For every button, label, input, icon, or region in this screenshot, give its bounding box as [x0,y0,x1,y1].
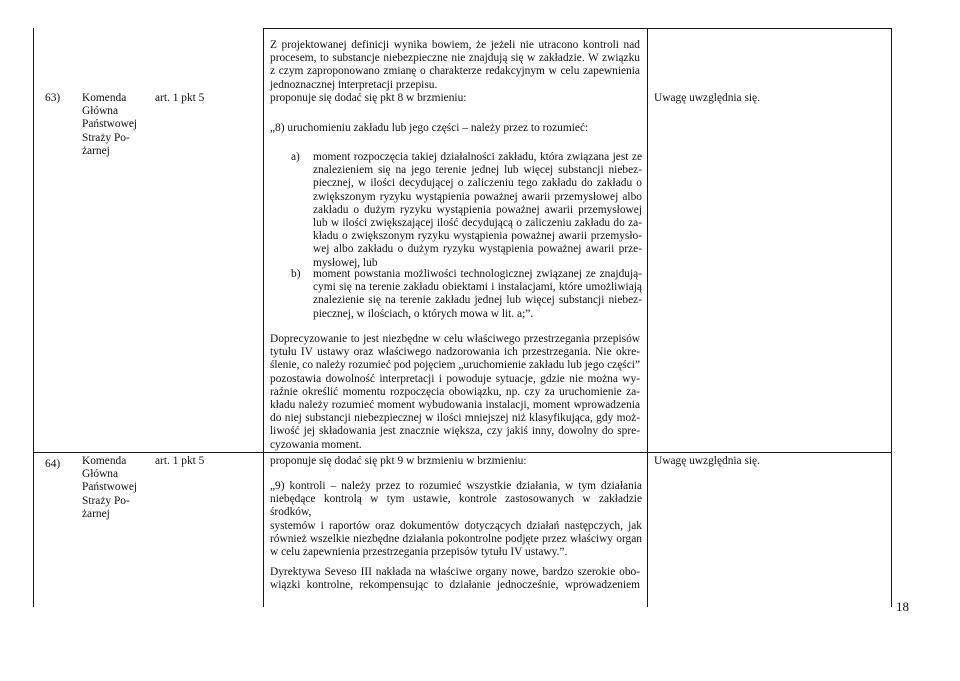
column-divider-2 [647,28,648,607]
definition-text: „9) kontroli – należy przez to rozumieć wszystkie działania, w tym działania niebędące kontrolą w tym ustawie, kontrole zastosowanych w zakładzie środków, systemów i raportów oraz dokumentów dotyczących działań następczych, jak również wszelkie niezbędne działania pokontrolne podjęte przez właściwy organ w celu zapewnienia przestrzegania przepisów tytułu IV ustawy.”. [270,480,642,559]
justification-text: Doprecyzowanie to jest niezbędne w celu właściwego przestrzegania przepisów tytułu IV ustawy oraz właściwego nadzorowania ich przestrzegania. Nie okre- ślenie, co należy rozumieć pod pojęciem „uruchomienie zakładu lub jego części” pozostawia dowolność interpretacji i powoduje sytuacje, gdzie nie można wy- raźnie określić momentu rozpoczęcia obowiązku, np. czy za uruchomienie za- kładu należy rozumieć moment wybudowania instalacji, moment wprowadzenia do niej substancji niebezpiecznej w ilości mniejszej niż klasyfikująca, gdy moż- liwość jej składowania jest znacznie większa, czy jakiś inny, dowolny do spre- cyzowania moment. [270,333,640,451]
proposal-text: proponuje się dodać się pkt 9 w brzmieniu w brzmieniu: [270,455,527,467]
page-number: 18 [896,599,909,614]
definition-text: „8) uruchomieniu zakładu lub jego części – należy przez to rozumieć: [270,122,589,134]
row-divider [33,452,892,453]
item-a-text: moment rozpoczęcia takiej działalności zakładu, która związana jest ze znalezieniem się na jego terenie jednej lub więcej substancji niebez- piecznej, w ilości decydującej o zaliczeniu tego zakładu do zakładu o zwiększonym ryzyku wystąpienia poważnej awarii przemysłowej albo zakładu o dużym ryzyku wystąpienia poważnej awarii przemysłowej lub w ilości zwiększającej ilość decydującą o zaliczeniu zakładu do za- kładu o zwiększonym ryzyku wystąpienia poważnej awarii przemysło- wej albo zakładu o dużym ryzyku wystąpienia poważnej awarii prze- mysłowej, lub [313,151,642,269]
item-b-text: moment powstania możliwości technologicznej związanej ze znajdują- cymi się na terenie zakładu obiektami i instalacjami, które umożliwiają znalezienie się na terenie zakładu jednej lub więcej substancji niebez- piecznej, w ilościach, o których mowa w lit. a;”. [313,268,642,320]
article-reference: art. 1 pkt 5 [155,92,205,104]
row-number: 63) [45,92,61,104]
intro-text: Z projektowanej definicji wynika bowiem, że jeżeli nie utracono kontroli nad procesem, to substancje niebezpieczne nie znajdują się w zakładzie. W związku z czym zaproponowano zmianę o charakterze redakcyjnym w celu zapewnienia jednoznacznej interpretacji przepisu. [270,39,640,91]
justification-text: Dyrektywa Seveso III nakłada na właściwe organy nowe, bardzo szerokie obo- wiązki kontrolne, rekompensując to działanie jednocześnie, wprowadzeniem [270,566,640,592]
institution-name: Komenda Główna Państwowej Straży Po- żarnej [82,455,138,520]
proposal-text: proponuje się dodać się pkt 8 w brzmieniu: [270,92,467,104]
item-a-label: a) [291,151,300,163]
institution-name: Komenda Główna Państwowej Straży Po- żarnej [82,92,138,157]
table-top-border [263,28,892,29]
remark-text: Uwagę uwzględnia się. [654,92,760,104]
table-left-border [33,28,34,607]
item-b-label: b) [291,268,301,280]
column-divider-1 [263,28,264,607]
remark-text: Uwagę uwzględnia się. [654,455,760,467]
row-number: 64) [45,458,61,470]
table-right-border [891,28,892,607]
article-reference: art. 1 pkt 5 [155,455,205,467]
